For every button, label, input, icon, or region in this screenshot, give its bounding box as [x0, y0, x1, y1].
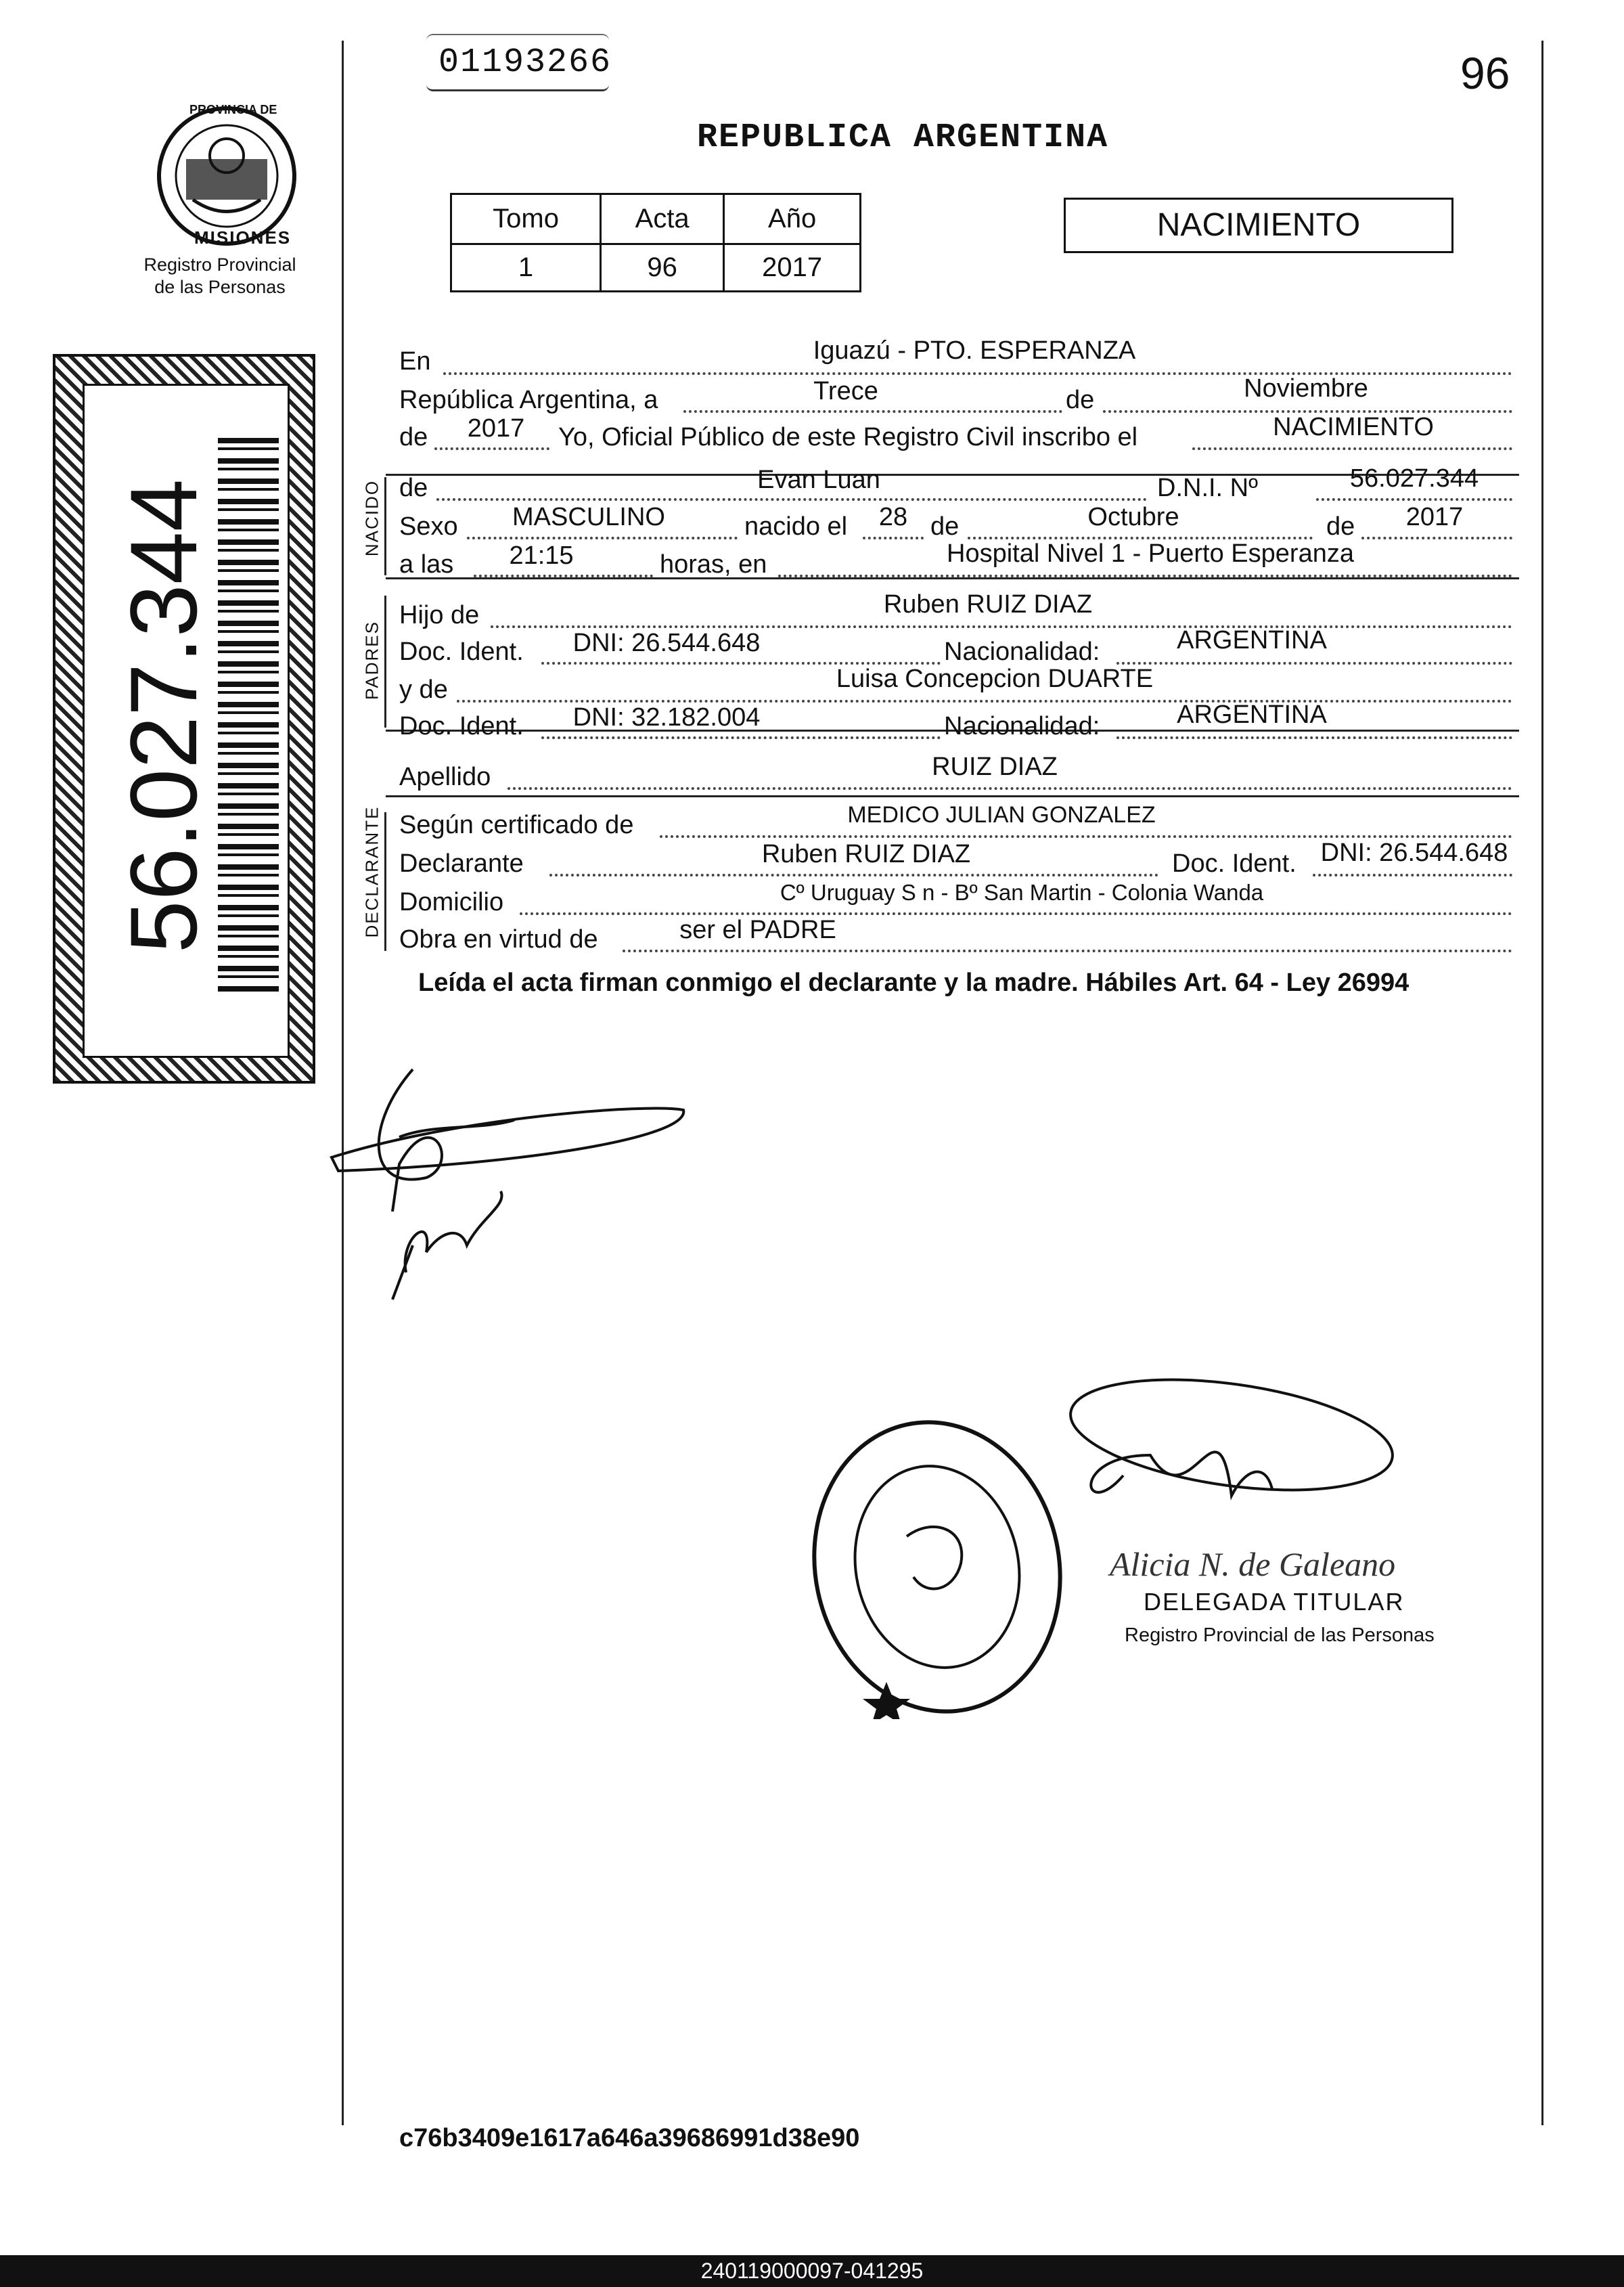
- label-declarante: DECLARANTE: [361, 805, 382, 938]
- seal-bottom-text: MISIONES: [194, 227, 292, 248]
- hora-value: 21:15: [509, 541, 574, 570]
- hora-dots: [474, 575, 653, 577]
- nac1-value: ARGENTINA: [1177, 626, 1327, 654]
- nacdia-value: 28: [878, 503, 908, 531]
- de-label: de: [1066, 386, 1095, 414]
- nacido-label: nacido el: [744, 512, 848, 541]
- obra-dots: [623, 950, 1512, 952]
- dni-dots: [1316, 498, 1512, 501]
- decldoc-dots: [1313, 874, 1512, 876]
- nacde2-label: de: [1326, 512, 1355, 541]
- nac2-value: ARGENTINA: [1177, 701, 1327, 729]
- serial-number: 01193266: [426, 34, 609, 91]
- label-nacido: NACIDO: [361, 479, 382, 557]
- inscribo-dots: [1192, 447, 1512, 450]
- doc2-dots: [541, 736, 941, 739]
- provincial-seal: [152, 102, 301, 250]
- official-signature: [1056, 1374, 1475, 1550]
- padre-value: Ruben RUIZ DIAZ: [883, 590, 1093, 619]
- lugar-dots: [778, 575, 1512, 577]
- barcode-bars: [218, 438, 279, 993]
- header-tomo: Tomo: [451, 194, 601, 244]
- nacmes-value: Octubre: [1087, 503, 1179, 531]
- label-padres: PADRES: [361, 621, 382, 700]
- nacanio-value: 2017: [1405, 503, 1464, 531]
- sexo-label: Sexo: [399, 512, 458, 541]
- anio-dots: [434, 447, 549, 450]
- padre-dots: [491, 625, 1512, 628]
- value-tomo: 1: [451, 244, 601, 292]
- right-margin-line: [1541, 41, 1543, 2125]
- declarante-value: Ruben RUIZ DIAZ: [761, 840, 971, 868]
- domicilio-dots: [520, 912, 1512, 915]
- anio-value: 2017: [467, 414, 525, 443]
- sexo-dots: [467, 537, 738, 539]
- official-role: DELEGADA TITULAR: [1144, 1588, 1405, 1616]
- lugar-value: Hospital Nivel 1 - Puerto Esperanza: [947, 539, 1354, 568]
- mes-value: Noviembre: [1244, 374, 1368, 403]
- obra-value: ser el PADRE: [679, 916, 836, 944]
- nombre-value: Evan Luan: [757, 466, 880, 494]
- sexo-value: MASCULINO: [512, 503, 665, 531]
- official-name: Alicia N. de Galeano: [1110, 1545, 1396, 1583]
- stamp-text: [785, 1455, 1089, 1463]
- document-hash: c76b3409e1617a646a39686991d38e90: [399, 2124, 860, 2152]
- dni-label: D.N.I. Nº: [1157, 474, 1258, 502]
- nac2-dots: [1116, 736, 1512, 739]
- yde-label: y de: [399, 675, 448, 704]
- registry-caption: Registro Provincial de las Personas: [143, 254, 296, 297]
- madre-dots: [457, 700, 1512, 703]
- cert-label: Según certificado de: [399, 811, 634, 839]
- footer-bar: [0, 2255, 1624, 2287]
- record-type-box: NACIMIENTO: [1064, 198, 1453, 253]
- apellido-dots: [508, 787, 1512, 790]
- value-anio: 2017: [724, 244, 861, 292]
- en-value: Iguazú - PTO. ESPERANZA: [813, 336, 1136, 365]
- nac1-label: Nacionalidad:: [944, 638, 1100, 666]
- page-title: REPUBLICA ARGENTINA: [697, 118, 1109, 157]
- decldoc-label: Doc. Ident.: [1172, 849, 1296, 878]
- domicilio-value: Cº Uruguay S n - Bº San Martin - Colonia Wanda: [780, 880, 1264, 905]
- official-org: Registro Provincial de las Personas: [1125, 1624, 1435, 1646]
- decldoc-value: DNI: 26.544.648: [1320, 839, 1508, 867]
- nombre-dots: [436, 498, 1147, 501]
- closing-text: Leída el acta firman conmigo el declarante y la madre. Hábiles Art. 64 - Ley 26994: [418, 969, 1409, 997]
- dia-value: Trece: [813, 377, 878, 405]
- dia-dots: [683, 410, 1062, 413]
- seal-top-text: PROVINCIA DE: [189, 103, 277, 116]
- madre-value: Luisa Concepcion DUARTE: [836, 665, 1154, 693]
- horas-label: horas, en: [660, 550, 767, 579]
- cert-value: MEDICO JULIAN GONZALEZ: [847, 802, 1156, 828]
- en-label: En: [399, 347, 431, 376]
- footer-code: 240119000097-041295: [700, 2259, 924, 2283]
- divider-apellido-bottom: [386, 795, 1519, 797]
- doc2-label: Doc. Ident.: [399, 712, 524, 740]
- doc1-value: DNI: 26.544.648: [572, 629, 761, 657]
- obra-label: Obra en virtud de: [399, 925, 598, 954]
- cert-dots: [660, 835, 1512, 838]
- page-number: 96: [1460, 48, 1510, 98]
- divider-padres: [386, 577, 1519, 579]
- doc2-value: DNI: 32.182.004: [572, 703, 761, 732]
- bracket-declarante: [384, 812, 386, 951]
- de2-label: de: [399, 423, 428, 451]
- inscribo-value: NACIMIENTO: [1273, 413, 1434, 441]
- header-anio: Año: [724, 194, 861, 244]
- apellido-value: RUIZ DIAZ: [932, 753, 1058, 781]
- apellido-label: Apellido: [399, 763, 491, 791]
- header-acta: Acta: [601, 194, 724, 244]
- nac2-label: Nacionalidad:: [944, 712, 1100, 740]
- dni-vertical-text: 56.027.344: [110, 479, 217, 954]
- bracket-nacido: [384, 477, 386, 575]
- hijo-label: Hijo de: [399, 601, 480, 629]
- bracket-padres: [384, 596, 386, 728]
- record-table: [450, 193, 861, 292]
- registry-stamp: [805, 1415, 1069, 1719]
- yo-label: Yo, Oficial Público de este Registro Civil inscribo el: [558, 423, 1138, 451]
- doc1-label: Doc. Ident.: [399, 638, 524, 666]
- republica-label: República Argentina, a: [399, 386, 658, 414]
- dni-value: 56.027.344: [1349, 464, 1479, 493]
- alas-label: a las: [399, 550, 454, 579]
- declarant-signature: [325, 1042, 690, 1313]
- value-acta: 96: [601, 244, 724, 292]
- nombre-label: de: [399, 474, 428, 502]
- declarante-label: Declarante: [399, 849, 524, 878]
- declarante-dots: [549, 874, 1158, 876]
- nacde-label: de: [930, 512, 960, 541]
- domicilio-label: Domicilio: [399, 888, 504, 916]
- dni-barcode-block: [53, 354, 315, 1084]
